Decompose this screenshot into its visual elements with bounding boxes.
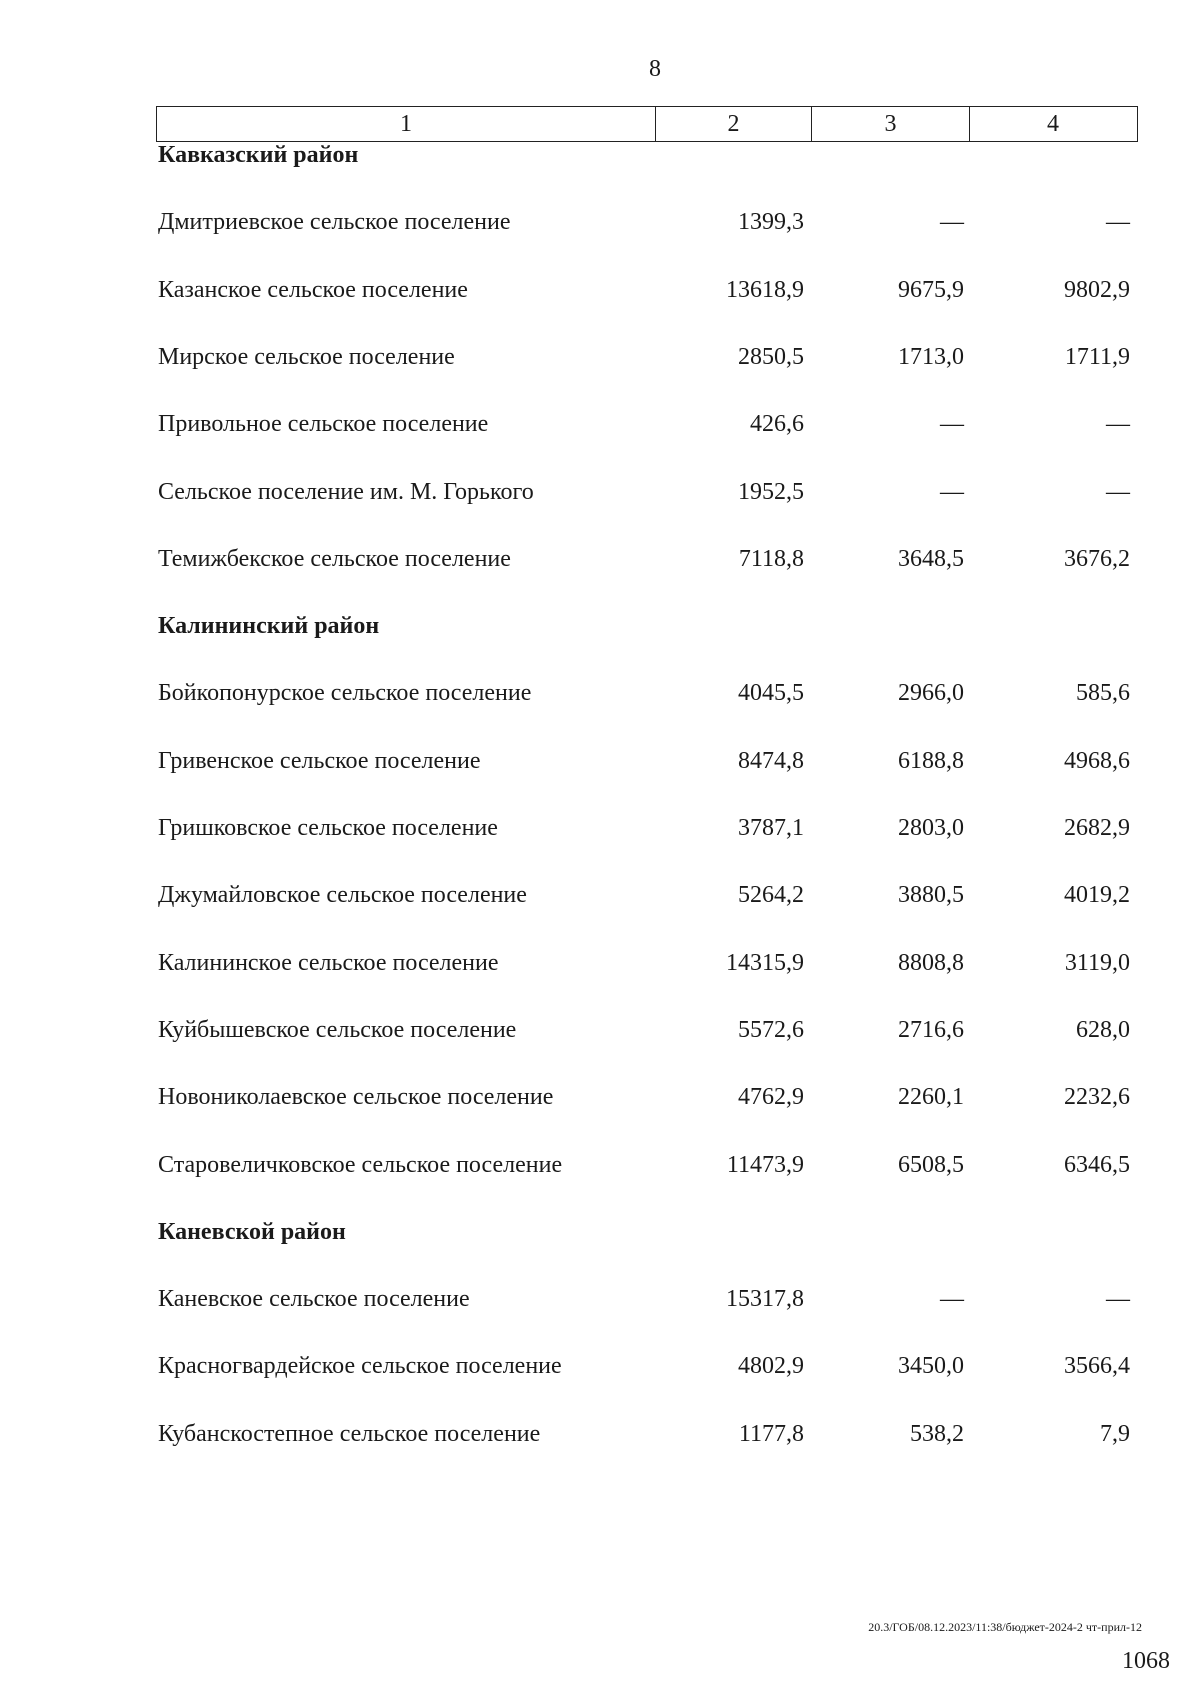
settlement-name: Темижбекское сельское поселение (158, 545, 511, 572)
column-4-value: 7,9 (1100, 1420, 1130, 1447)
column-3-value: — (940, 1286, 964, 1313)
column-3-value: 6188,8 (898, 747, 964, 774)
column-2-value: 1399,3 (738, 209, 804, 236)
column-4-value: 3676,2 (1064, 545, 1130, 572)
column-2-value: 4762,9 (738, 1084, 804, 1111)
settlement-name: Новониколаевское сельское поселение (158, 1084, 554, 1111)
district-title: Каневской район (158, 1218, 346, 1245)
settlement-name: Гришковское сельское поселение (158, 815, 498, 841)
settlement-name: Кубанскостепное сельское поселение (158, 1420, 541, 1447)
district-title: Калининский район (158, 613, 380, 640)
settlement-name: Гривенское сельское поселение (158, 747, 481, 774)
column-3-value: 2716,6 (898, 1016, 964, 1043)
column-3-value: 538,2 (910, 1420, 964, 1447)
column-header-2: 2 (655, 107, 811, 141)
column-4-value: — (1106, 209, 1130, 236)
district-title: Кавказский район (158, 142, 359, 168)
column-3-value: 3450,0 (898, 1353, 964, 1380)
column-2-value: 1952,5 (738, 478, 804, 505)
column-3-value: — (940, 478, 964, 505)
column-3-value: 1713,0 (898, 343, 964, 370)
column-4-value: — (1106, 478, 1130, 505)
column-3-value: 2803,0 (898, 815, 964, 841)
settlement-name: Сельское поселение им. М. Горького (158, 478, 534, 505)
column-4-value: 1711,9 (1064, 343, 1130, 370)
column-2-value: 4802,9 (738, 1353, 804, 1380)
column-3-value: 2260,1 (898, 1084, 964, 1111)
settlement-name: Мирское сельское поселение (158, 343, 455, 370)
column-4-value: 4968,6 (1064, 747, 1130, 774)
settlement-name: Красногвардейское сельское поселение (158, 1353, 562, 1380)
settlement-name: Калининское сельское поселение (158, 949, 499, 976)
settlement-name: Казанское сельское поселение (158, 276, 468, 303)
column-3-value: 3880,5 (898, 882, 964, 909)
column-3-value: 8808,8 (898, 949, 964, 976)
settlement-name: Дмитриевское сельское поселение (158, 209, 511, 236)
column-2-value: 15317,8 (726, 1286, 804, 1313)
column-3-value: 6508,5 (898, 1151, 964, 1178)
column-header-1: 1 (400, 110, 412, 137)
column-2-value: 11473,9 (726, 1151, 804, 1178)
column-4-value: — (1106, 411, 1130, 438)
document-footer-code: 20.3/ГОБ/08.12.2023/11:38/бюджет-2024-2 чт-прил-12 (868, 1620, 1142, 1634)
column-2-value: 4045,5 (738, 680, 804, 707)
sheet-number: 1068 (1122, 1648, 1170, 1674)
column-2-value: 8474,8 (738, 747, 804, 774)
column-4-value: 3119,0 (1064, 949, 1130, 976)
column-header-3: 3 (811, 107, 969, 141)
column-2-value: 426,6 (750, 411, 804, 438)
column-4-value: — (1106, 1286, 1130, 1313)
column-4-value: 3566,4 (1064, 1353, 1130, 1380)
column-4-value: 2232,6 (1064, 1084, 1130, 1111)
column-header-4: 4 (969, 107, 1136, 141)
column-4-value: 9802,9 (1064, 276, 1130, 303)
column-3-value: — (940, 209, 964, 236)
column-4-value: 2682,9 (1064, 815, 1130, 841)
page-number: 8 (649, 56, 661, 82)
column-header-table (156, 106, 1138, 142)
column-3-value: — (940, 411, 964, 438)
column-2-value: 14315,9 (726, 949, 804, 976)
column-2-value: 2850,5 (738, 343, 804, 370)
settlement-name: Джумайловское сельское поселение (158, 882, 527, 909)
settlement-name: Старовеличковское сельское поселение (158, 1151, 563, 1178)
column-2-value: 7118,8 (738, 545, 804, 572)
column-2-value: 13618,9 (726, 276, 804, 303)
column-2-value: 5264,2 (738, 882, 804, 909)
column-2-value: 1177,8 (738, 1420, 804, 1447)
settlement-name: Каневское сельское поселение (158, 1286, 470, 1313)
settlement-name: Привольное сельское поселение (158, 411, 489, 438)
column-2-value: 3787,1 (738, 815, 804, 841)
settlement-name: Куйбышевское сельское поселение (158, 1016, 517, 1043)
settlement-name: Бойкопонурское сельское поселение (158, 680, 532, 707)
column-3-value: 2966,0 (898, 680, 964, 707)
column-3-value: 9675,9 (898, 276, 964, 303)
column-4-value: 6346,5 (1064, 1151, 1130, 1178)
column-4-value: 585,6 (1076, 680, 1130, 707)
column-4-value: 628,0 (1076, 1016, 1130, 1043)
column-4-value: 4019,2 (1064, 882, 1130, 909)
column-2-value: 5572,6 (738, 1016, 804, 1043)
column-3-value: 3648,5 (898, 545, 964, 572)
